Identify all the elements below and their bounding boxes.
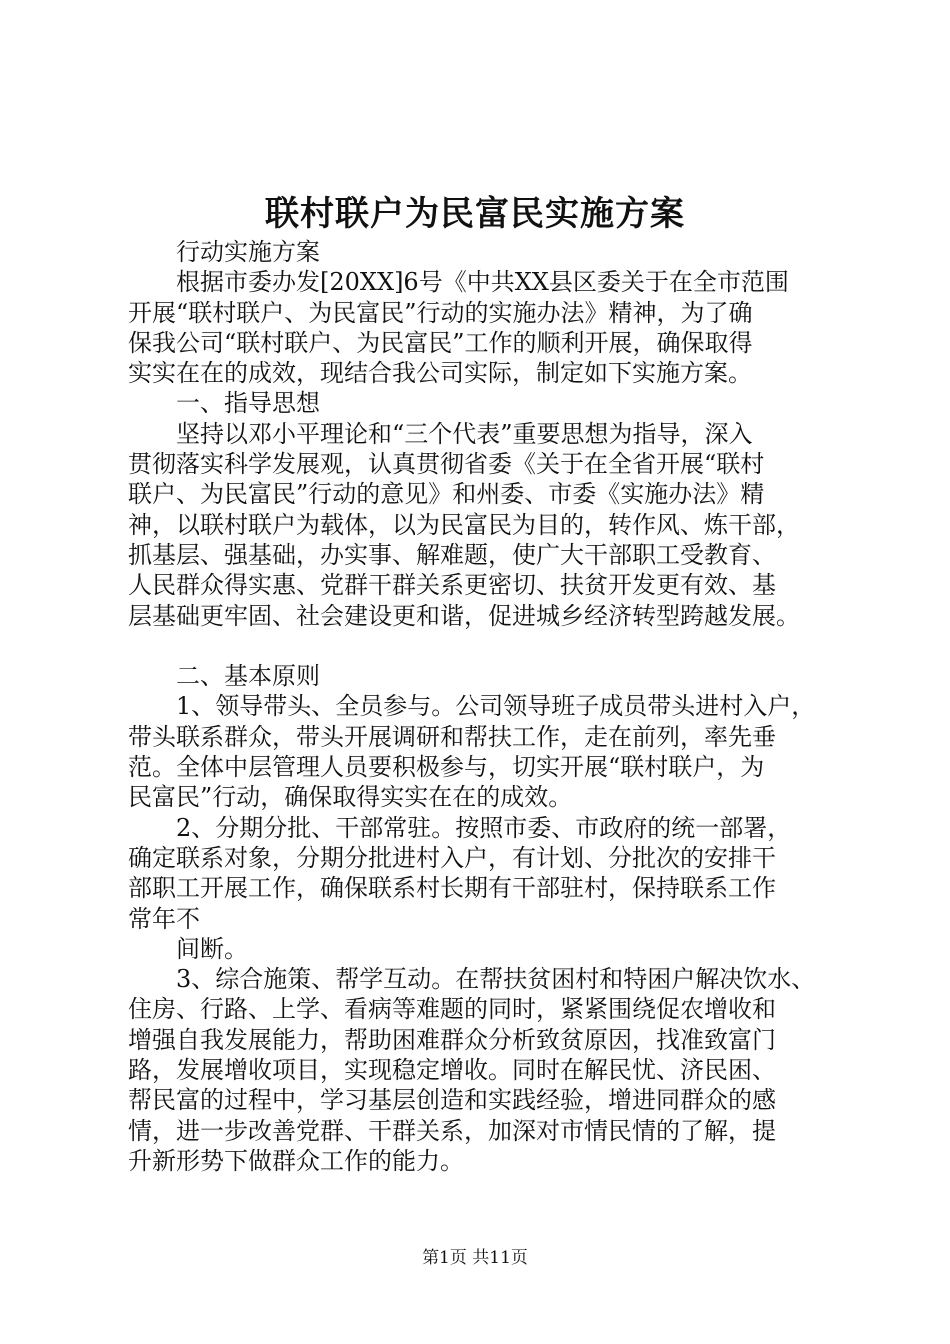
text-line: 坚持以邓小平理论和“三个代表”重要思想为指导，深入 [176, 419, 753, 448]
text-line: 帮民富的过程中，学习基层创造和实践经验，增进同群众的感 [128, 1086, 776, 1115]
text-line: 贯彻落实科学发展观，认真贯彻省委《关于在全省开展“联村 [128, 450, 765, 479]
text-line: 根据市委办发[20XX]6号《中共XX县区委关于在全市范围 [176, 268, 789, 297]
text-line: 神，以联村联户为载体，以为民富民为目的，转作风、炼干部， [128, 510, 800, 539]
text-line: 增强自我发展能力，帮助困难群众分析致贫原因，找准致富门 [128, 1025, 776, 1054]
page-footer: 第1页 共11页 [422, 1248, 528, 1268]
principle-1-paragraph [128, 691, 848, 812]
text-line: 间断。 [176, 934, 248, 963]
section-heading: 一、指导思想 [176, 389, 320, 418]
text-line: 路，发展增收项目，实现稳定增收。同时在解民忧、济民困、 [128, 1056, 776, 1085]
text-line: 人民群众得实惠、党群干群关系更密切、扶贫开发更有效、基 [128, 571, 776, 600]
text-line: 层基础更牢固、社会建设更和谐，促进城乡经济转型跨越发展。 [128, 601, 800, 630]
text-line: 3、综合施策、帮学互动。在帮扶贫困村和特困户解决饮水、 [176, 965, 816, 994]
text-line: 联户、为民富民”行动的意见》和州委、市委《实施办法》精 [128, 480, 765, 509]
text-line: 带头联系群众，带头开展调研和帮扶工作，走在前列，率先垂 [128, 722, 776, 751]
guiding-thought-paragraph [128, 419, 848, 631]
text-line: 开展“联村联户、为民富民”行动的实施办法》精神，为了确 [128, 298, 753, 327]
document-body [128, 237, 848, 1176]
text-line: 确定联系对象，分期分批进村入户，有计划、分批次的安排干 [128, 843, 776, 872]
section-heading: 二、基本原则 [176, 662, 320, 691]
text-line: 常年不 [128, 904, 200, 933]
text-line: 升新形势下做群众工作的能力。 [128, 1146, 464, 1175]
text-line: 抓基层、强基础，办实事、解难题，使广大干部职工受教育、 [128, 540, 776, 569]
principle-3-paragraph [128, 964, 848, 1176]
subtitle-line: 行动实施方案 [176, 238, 320, 266]
text-line: 部职工开展工作，确保联系村长期有干部驻村，保持联系工作 [128, 874, 776, 903]
text-line: 民富民”行动，确保取得实实在在的成效。 [128, 783, 573, 812]
text-line: 情，进一步改善党群、干群关系，加深对市情民情的了解，提 [128, 1116, 776, 1145]
intro-paragraph [128, 267, 848, 388]
text-line: 2、分期分批、干部常驻。按照市委、市政府的统一部署， [176, 813, 792, 842]
text-line: 1、领导带头、全员参与。公司领导班子成员带头进村入户， [176, 692, 816, 721]
principle-2-paragraph [128, 813, 848, 964]
text-line: 保我公司“联村联户、为民富民”工作的顺利开展，确保取得 [128, 328, 753, 357]
text-line: 范。全体中层管理人员要积极参与，切实开展“联村联户，为 [128, 753, 765, 782]
text-line: 住房、行路、上学、看病等难题的同时，紧紧围绕促农增收和 [128, 995, 776, 1024]
document-title: 联村联户为民富民实施方案 [265, 194, 685, 234]
text-line: 实实在在的成效，现结合我公司实际，制定如下实施方案。 [128, 359, 752, 388]
blank-line [128, 631, 848, 661]
